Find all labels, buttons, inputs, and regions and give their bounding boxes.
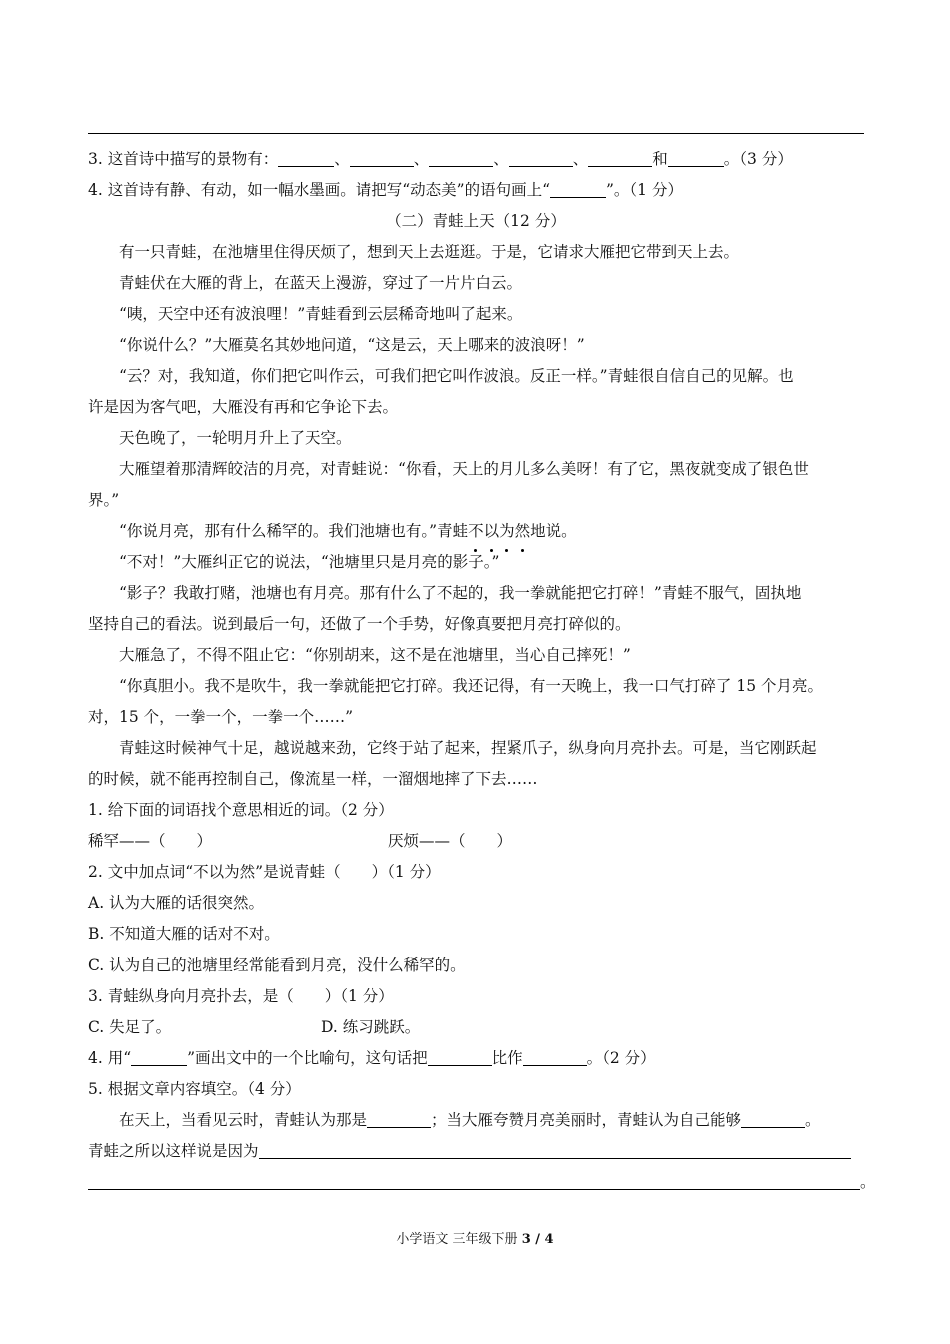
question-text: 青蛙之所以这样说是因为 xyxy=(88,1142,259,1160)
synonym-item-yanfan[interactable]: 厌烦——（ ） xyxy=(388,832,513,850)
score-note: 。（3 分） xyxy=(723,150,793,168)
emphasis-char: 为 xyxy=(499,516,515,547)
emphasis-char: 以 xyxy=(484,516,500,547)
synonym-item-xihan[interactable]: 稀罕——（ ） xyxy=(88,832,213,850)
answer-blank[interactable] xyxy=(429,148,493,167)
passage-paragraph: “你真胆小。我不是吹牛，我一拳就能把它打碎。我还记得，有一天晚上，我一口气打碎了 15 个月亮。 xyxy=(119,677,824,695)
answer-blank[interactable] xyxy=(259,1140,851,1159)
punctuation: 。 xyxy=(860,1173,876,1191)
separator: 、 xyxy=(334,150,350,168)
answer-blank[interactable] xyxy=(350,148,414,167)
emphasis-char: 不 xyxy=(468,516,484,547)
question-3-options xyxy=(88,1012,864,1043)
question-text: 在天上，当看见云时，青蛙认为那是 xyxy=(119,1111,368,1129)
footer-subject: 小学语文 xyxy=(396,1232,449,1247)
separator: 、 xyxy=(413,150,430,168)
question-text: ；当大雁夸赞月亮美丽时，青蛙认为自己能够 xyxy=(431,1111,742,1129)
question-text: 4. 这首诗有静、有动，如一幅水墨画。请把写“动态美”的语句画上“ xyxy=(88,181,550,199)
passage-paragraph: “影子？我敢打赌，池塘也有月亮。那有什么了不起的，我一拳就能把它打碎！”青蛙不服气，固执地 xyxy=(119,584,802,602)
option-d[interactable]: D. 练习跳跃。 xyxy=(321,1018,421,1036)
score-note: 。（2 分） xyxy=(586,1049,656,1067)
passage-paragraph-dotted xyxy=(88,516,864,547)
question-5: 5. 根据文章内容填空。（4 分） xyxy=(88,1080,301,1098)
answer-blank[interactable] xyxy=(588,148,652,167)
punctuation: 。 xyxy=(805,1111,821,1129)
passage-paragraph: “不对！”大雁纠正它的说法，“池塘里只是月亮的影子。” xyxy=(119,553,500,571)
passage-paragraph-cont: 许是因为客气吧，大雁没有再和它争论下去。 xyxy=(88,398,399,416)
passage-paragraph: 有一只青蛙，在池塘里住得厌烦了，想到天上去逛逛。于是，它请求大雁把它带到天上去。 xyxy=(119,243,740,261)
option-a[interactable]: A. 认为大雁的话很突然。 xyxy=(88,894,265,912)
worksheet-page xyxy=(88,133,876,1198)
passage-paragraph-cont: 对，15 个，一拳一个，一拳一个……” xyxy=(88,708,354,726)
answer-blank[interactable] xyxy=(741,1109,805,1128)
answer-blank[interactable] xyxy=(367,1109,431,1128)
passage-paragraph-cont: 坚持自己的看法。说到最后一句，还做了一个手势，好像真要把月亮打碎似的。 xyxy=(88,615,631,633)
separator: 、 xyxy=(493,150,509,168)
question-4 xyxy=(88,1043,864,1074)
passage-paragraph-cont: 界。” xyxy=(88,491,120,509)
question-5-reason-cont xyxy=(88,1167,876,1198)
passage-text: 地说。 xyxy=(530,522,577,540)
answer-blank[interactable] xyxy=(278,148,334,167)
emphasis-char: 然 xyxy=(515,516,531,547)
answer-line xyxy=(88,133,864,134)
question-text: 4. 用“ xyxy=(88,1049,132,1067)
passage-paragraph: “云？对，我知道，你们把它叫作云，可我们把它叫作波浪。反正一样。”青蛙很自信自己的见解。也 xyxy=(119,367,794,385)
passage-paragraph: 大雁望着那清辉皎洁的月亮，对青蛙说：“你看，天上的月儿多么美呀！有了它，黑夜就变成了银色世 xyxy=(119,460,809,478)
page-number: 3 / 4 xyxy=(521,1232,554,1247)
answer-blank[interactable] xyxy=(550,179,606,198)
score-note: ”。（1 分） xyxy=(606,181,683,199)
separator: 、 xyxy=(572,150,589,168)
question-3-scenery xyxy=(88,144,864,175)
passage-paragraph: “咦，天空中还有波浪哩！”青蛙看到云层稀奇地叫了起来。 xyxy=(119,305,523,323)
question-text: ”画出文中的一个比喻句，这句话把 xyxy=(187,1049,428,1067)
passage-text: “你说月亮，那有什么稀罕的。我们池塘也有。”青蛙 xyxy=(119,522,469,540)
answer-blank[interactable] xyxy=(668,148,724,167)
passage-paragraph: 大雁急了，不得不阻止它：“你别胡来，这不是在池塘里，当心自己摔死！” xyxy=(119,646,631,664)
answer-blank[interactable] xyxy=(88,1171,860,1190)
option-c[interactable]: C. 认为自己的池塘里经常能看到月亮，没什么稀罕的。 xyxy=(88,956,466,974)
question-4-dynamic-beauty xyxy=(88,175,864,206)
question-3: 3. 青蛙纵身向月亮扑去，是（ ）（1 分） xyxy=(88,987,394,1005)
question-text: 3. 这首诗中描写的景物有： xyxy=(88,150,279,168)
answer-blank[interactable] xyxy=(428,1047,492,1066)
option-b[interactable]: B. 不知道大雁的话对不对。 xyxy=(88,925,280,943)
question-2: 2. 文中加点词“不以为然”是说青蛙（ ）（1 分） xyxy=(88,863,441,881)
question-1-items xyxy=(88,826,864,857)
conjunction: 和 xyxy=(652,150,668,168)
question-1: 1. 给下面的词语找个意思相近的词。（2 分） xyxy=(88,801,394,819)
question-text: 比作 xyxy=(491,1049,523,1067)
question-5-fill xyxy=(88,1105,864,1136)
passage-paragraph: 天色晚了，一轮明月升上了天空。 xyxy=(119,429,352,447)
passage-paragraph: 青蛙这时候神气十足，越说越来劲，它终于站了起来，捏紧爪子，纵身向月亮扑去。可是，当它刚跃起 xyxy=(119,739,817,757)
page-footer xyxy=(0,1228,950,1247)
question-5-reason xyxy=(88,1136,864,1167)
passage-paragraph: “你说什么？”大雁莫名其妙地问道，“这是云，天上哪来的波浪呀！” xyxy=(119,336,585,354)
footer-grade: 三年级下册 xyxy=(452,1232,518,1247)
passage-paragraph-cont: 的时候，就不能再控制自己，像流星一样，一溜烟地摔了下去…… xyxy=(88,770,538,788)
answer-blank[interactable] xyxy=(509,148,573,167)
answer-blank[interactable] xyxy=(131,1047,187,1066)
passage-paragraph: 青蛙伏在大雁的背上，在蓝天上漫游，穿过了一片片白云。 xyxy=(119,274,523,292)
answer-blank[interactable] xyxy=(523,1047,587,1066)
section-title: （二）青蛙上天（12 分） xyxy=(386,212,566,230)
option-c[interactable]: C. 失足了。 xyxy=(88,1018,172,1036)
